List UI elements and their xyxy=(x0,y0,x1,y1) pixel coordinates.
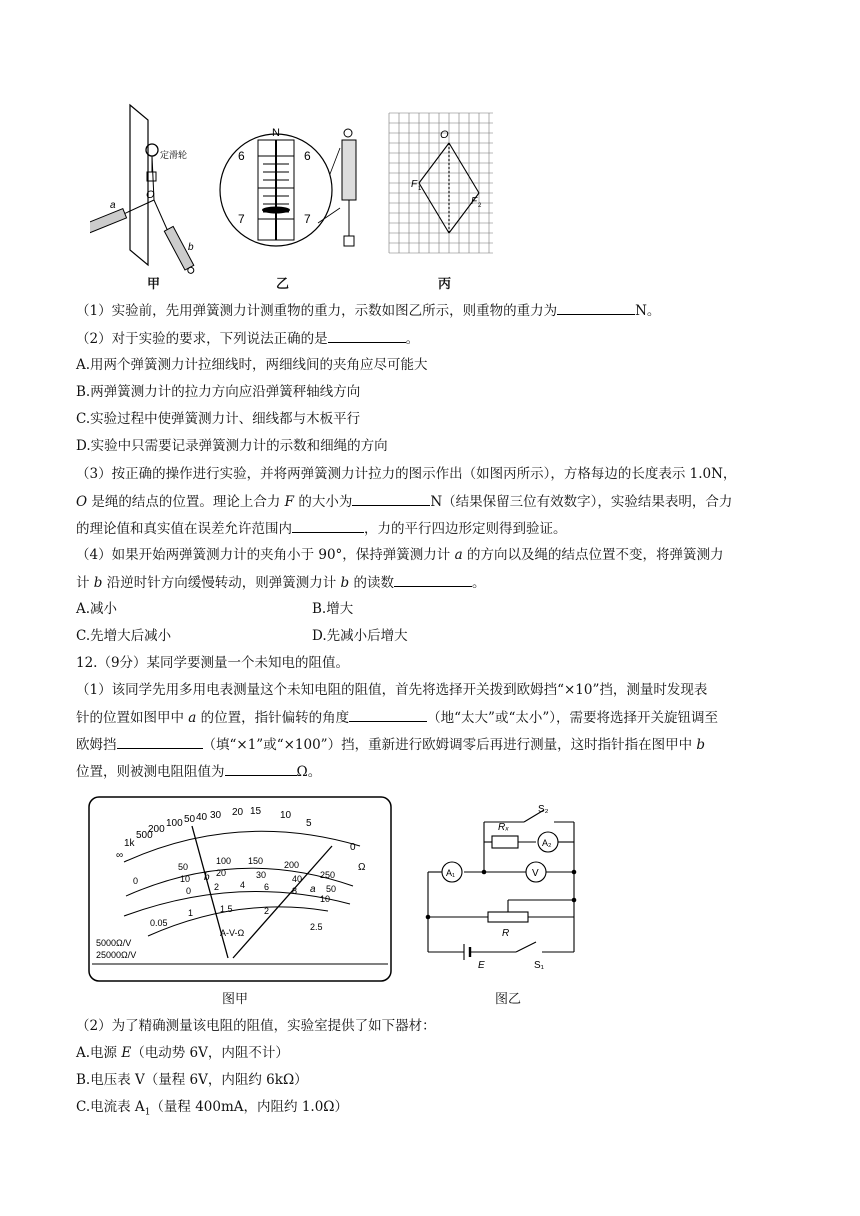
q11-option-d: D.实验中只需要记录弹簧测力计的示数和细绳的方向 xyxy=(76,438,388,454)
dc-tick-0: 0 xyxy=(133,876,139,886)
caption-fig-a: 图甲 xyxy=(222,992,249,1007)
ac-tick-15: 1.5 xyxy=(220,904,233,914)
q11-p4-option-a: A.减小 xyxy=(76,601,118,617)
ohm-tick-0: 0 xyxy=(350,842,356,853)
ohm-tick-20: 20 xyxy=(232,807,244,818)
meter-av-label: A-V-Ω xyxy=(220,928,245,938)
multimeter-figure xyxy=(88,796,392,982)
figure-jia xyxy=(90,100,210,280)
dc2-tick-30: 30 xyxy=(256,870,267,880)
dc3-tick-2: 2 xyxy=(214,882,220,892)
ohm-tick-inf: ∞ xyxy=(116,850,124,861)
tick-7-left: 7 xyxy=(238,212,245,226)
equip-b: B.电压表 V（量程 6V，内阻约 6kΩ） xyxy=(76,1072,308,1088)
dc-tick-150: 150 xyxy=(248,856,264,866)
ammeter-a1-label: A₁ xyxy=(446,868,456,878)
ohm-tick-100: 100 xyxy=(166,818,183,829)
q11-option-a: A.用两个弹簧测力计拉细线时，两细线间的夹角应尽可能大 xyxy=(76,357,428,373)
ohm-tick-30: 30 xyxy=(210,810,222,821)
q11-option-c: C.实验过程中使弹簧测力计、细线都与木板平行 xyxy=(76,411,361,427)
f2-sub-label: 2 xyxy=(478,203,482,209)
dc3-tick-0: 0 xyxy=(186,886,192,896)
ohm-tick-15: 15 xyxy=(250,806,262,817)
dc3-tick-8: 8 xyxy=(292,886,298,896)
ac-tick-25: 2.5 xyxy=(310,922,323,932)
q11-option-b: B.两弹簧测力计的拉力方向应沿弹簧秤轴线方向 xyxy=(76,384,361,400)
ohm-tick-200: 200 xyxy=(148,824,165,835)
dc3-tick-10: 10 xyxy=(320,894,331,904)
ohm-tick-5: 5 xyxy=(306,818,312,829)
ohm-unit: Ω xyxy=(358,862,366,873)
circuit-figure xyxy=(424,792,584,972)
dc-tick-250: 250 xyxy=(320,870,336,880)
ohm-tick-10: 10 xyxy=(280,810,292,821)
f2-label: F xyxy=(471,196,478,207)
q11-p4-option-b: B.增大 xyxy=(312,601,354,617)
q11-part2: （2）对于实验的要求，下列说法正确的是 。 xyxy=(76,328,419,349)
dc2-tick-40: 40 xyxy=(292,874,303,884)
caption-bing: 丙 xyxy=(438,277,452,292)
needle-a-label: a xyxy=(310,884,316,895)
scale-b-label: b xyxy=(188,242,194,253)
tick-6-left: 6 xyxy=(238,149,245,163)
q11-p4-option-c: C.先增大后减小 xyxy=(76,628,172,644)
ohm-tick-50: 50 xyxy=(184,814,196,825)
resistor-rx-label: Rₓ xyxy=(498,822,510,833)
dc3-tick-4: 4 xyxy=(240,880,246,890)
grid-o-label: O xyxy=(440,129,449,141)
unit-n-label: N xyxy=(272,127,280,139)
ac-tick-005: 0.05 xyxy=(150,918,168,928)
rheostat-label: R xyxy=(502,928,510,939)
figure-bing xyxy=(388,112,494,254)
ammeter-a2-label: A₂ xyxy=(542,838,552,848)
equip-c: C.电流表 $A_1$（量程 400mA，内阻约 1.0Ω） xyxy=(76,1099,348,1118)
q12-part1-line1: （1）该同学先用多用电表测量这个未知电阻的阻值，首先将选择开关拨到欧姆挡“×10”挡，测量时发现表 xyxy=(76,682,708,698)
scale-a-label: a xyxy=(110,200,116,211)
dc2-tick-50: 50 xyxy=(326,884,337,894)
switch-s1-label: S₁ xyxy=(534,960,545,971)
ohm-tick-40: 40 xyxy=(196,812,208,823)
f1-label: F xyxy=(411,179,418,190)
dc3-tick-6: 6 xyxy=(264,882,270,892)
q11-p4-option-d: D.先减小后增大 xyxy=(312,628,408,644)
equip-a: A.电源 E（电动势 6V，内阻不计） xyxy=(76,1045,289,1061)
dc-tick-100: 100 xyxy=(216,856,232,866)
q11-part4-line2: 计 b 沿逆时针方向缓慢转动，则弹簧测力计 b 的读数 。 xyxy=(76,572,486,593)
ac-tick-1: 1 xyxy=(188,908,194,918)
switch-s2-label: S₂ xyxy=(538,804,549,815)
q11-part3-line3: 的理论值和真实值在误差允许范围内 ，力的平行四边形定则得到验证。 xyxy=(76,518,567,539)
q12-part1-line2: 针的位置如图甲中 a 的位置，指针偏转的角度 （地“太大”或“太小”），需要将选择开关旋钮调至 xyxy=(76,707,718,728)
q11-part1: （1）实验前，先用弹簧测力计测重物的重力，示数如图乙所示，则重物的重力为 N。 xyxy=(76,300,660,321)
dc-tick-50: 50 xyxy=(178,862,189,872)
meter-spec-1: 5000Ω/V xyxy=(96,938,132,948)
meter-spec-2: 25000Ω/V xyxy=(96,950,137,960)
dc-tick-200: 200 xyxy=(284,860,300,870)
caption-yi: 乙 xyxy=(276,277,290,292)
dc2-tick-20: 20 xyxy=(216,868,227,878)
ac-tick-2: 2 xyxy=(264,906,270,916)
q11-part3-line1: （3）按正确的操作进行实验，并将两弹簧测力计拉力的图示作出（如图丙所示），方格每边的长度表示 1.0N， xyxy=(76,466,737,482)
node-o-label: O xyxy=(146,189,155,201)
q12-part1-line4: 位置，则被测电阻阻值为 Ω。 xyxy=(76,761,321,782)
f1-sub-label: 1 xyxy=(418,186,422,192)
q12-part2: （2）为了精确测量该电阻的阻值，实验室提供了如下器材： xyxy=(76,1018,436,1034)
q12-heading: 12.（9分）某同学要测量一个未知电的阻值。 xyxy=(76,655,350,671)
source-e-label: E xyxy=(478,960,485,971)
caption-jia: 甲 xyxy=(147,277,161,292)
q11-part3-line2: O 是绳的结点的位置。理论上合力 F 的大小为 N（结果保留三位有效数字），实验结果表明，合力 xyxy=(76,491,732,512)
ohm-tick-1k: 1k xyxy=(124,838,135,849)
needle-b-label: b xyxy=(204,872,210,883)
dc2-tick-10: 10 xyxy=(180,874,191,884)
pulley-label: 定滑轮 xyxy=(160,150,188,160)
figure-yi xyxy=(218,118,388,263)
caption-fig-b: 图乙 xyxy=(495,992,522,1007)
q11-part4-line1: （4）如果开始两弹簧测力计的夹角小于 90°，保持弹簧测力计 a 的方向以及绳的结点位置不变，将弹簧测力 xyxy=(76,547,724,563)
tick-6-right: 6 xyxy=(304,149,311,163)
q12-part1-line3: 欧姆挡 （填“×1”或“×100”）挡，重新进行欧姆调零后再进行测量，这时指针指在图甲中 b xyxy=(76,734,705,755)
voltmeter-label: V xyxy=(532,868,539,879)
ohm-tick-500: 500 xyxy=(136,830,153,841)
tick-7-right: 7 xyxy=(304,212,311,226)
